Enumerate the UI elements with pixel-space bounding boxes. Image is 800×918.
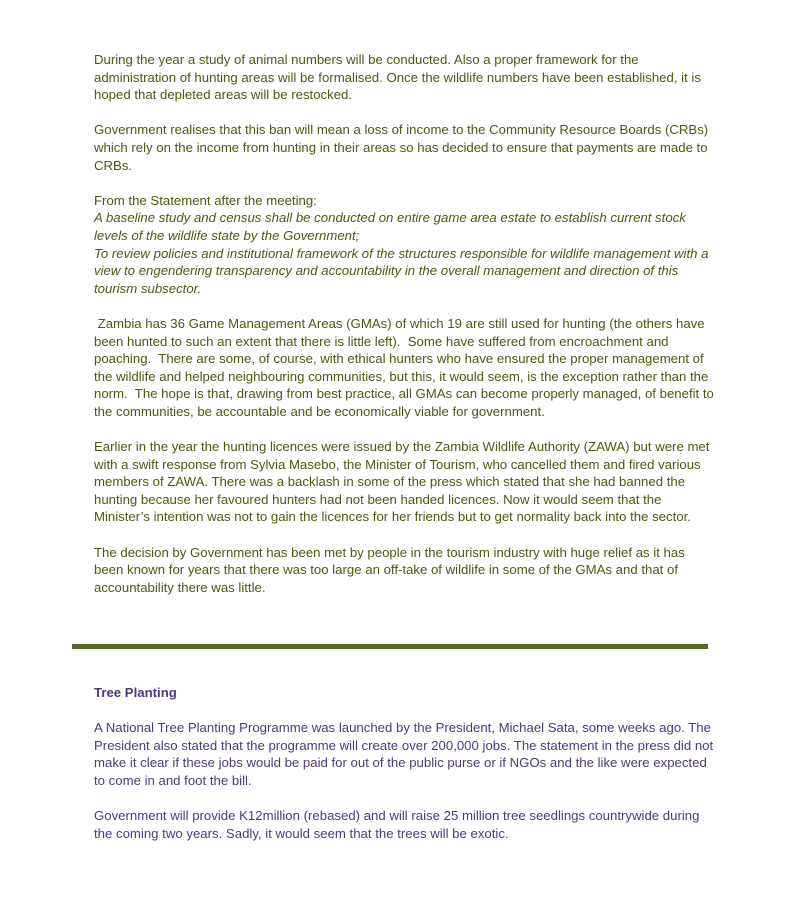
wildlife-paragraph-1: During the year a study of animal numbers will be conducted. Also a proper framework for the administration of hunting areas will be formalised. Once the wildlife numbers have been established, it is hoped that depleted areas will be restocked. [94, 52, 701, 103]
statement-line-1: A baseline study and census shall be conducted on entire game area estate to establish current stock levels of the wildlife state by the Government; [94, 210, 686, 243]
section-divider [72, 644, 708, 649]
wildlife-paragraph-5: The decision by Government has been met by people in the tourism industry with huge relief as it has been known for years that there was too large an off-take of wildlife in some of the GMAs and that of accountability there was little. [94, 544, 685, 595]
wildlife-paragraph-4: Earlier in the year the hunting licences were issued by the Zambia Wildlife Authority (ZAWA) but were met with a swift response from Sylvia Masebo, the Minister of Tourism, who cancelled them and fired various members of ZAWA. There was a backlash in some of the press which stated that she had banned the hunting because her favoured hunters had not been handed licences. Now it would seem that the Minister’s intention was not to gain the licences for her friends but to get normality back into the sector. [94, 439, 710, 525]
statement-block [94, 192, 714, 298]
statement-intro: From the Statement after the meeting: [94, 192, 317, 208]
wildlife-paragraph-2: Government realises that this ban will mean a loss of income to the Community Resource Boards (CRBs) which rely on the income from hunting in their areas so has decided to ensure that payments are made to CRBs. [94, 122, 709, 173]
tree-planting-paragraph-1: A National Tree Planting Programme was launched by the President, Michael Sata, some weeks ago. The President also stated that the programme will create over 200,000 jobs. The statement in the press did not make it clear if these jobs would be paid for out of the public purse or if NGOs and the like were expected to come in and foot the bill. [94, 720, 714, 788]
wildlife-paragraph-3: Zambia has 36 Game Management Areas (GMAs) of which 19 are still used for hunting (the others have been hunted to such an extent that there is little left). Some have suffered from encroachment and poaching. There are some, of course, with ethical hunters who have ensured the proper management of the wildlife and helped neighbouring communities, but this, it would seem, is the exception rather than the norm. The hope is that, drawing from best practice, all GMAs can become properly managed, of benefit to the communities, be accountable and be economically viable for government. [94, 315, 718, 419]
tree-planting-paragraph-2: Government will provide K12million (rebased) and will raise 25 million tree seedlings countrywide during the coming two years. Sadly, it would seem that the trees will be exotic. [94, 808, 700, 841]
tree-planting-section [94, 684, 714, 860]
wildlife-section [94, 51, 718, 614]
statement-line-2: To review policies and institutional framework of the structures responsible for wildlife management with a view to engendering transparency and accountability in the overall management and direction of this tourism subsector. [94, 245, 709, 296]
tree-planting-heading: Tree Planting [94, 685, 177, 700]
